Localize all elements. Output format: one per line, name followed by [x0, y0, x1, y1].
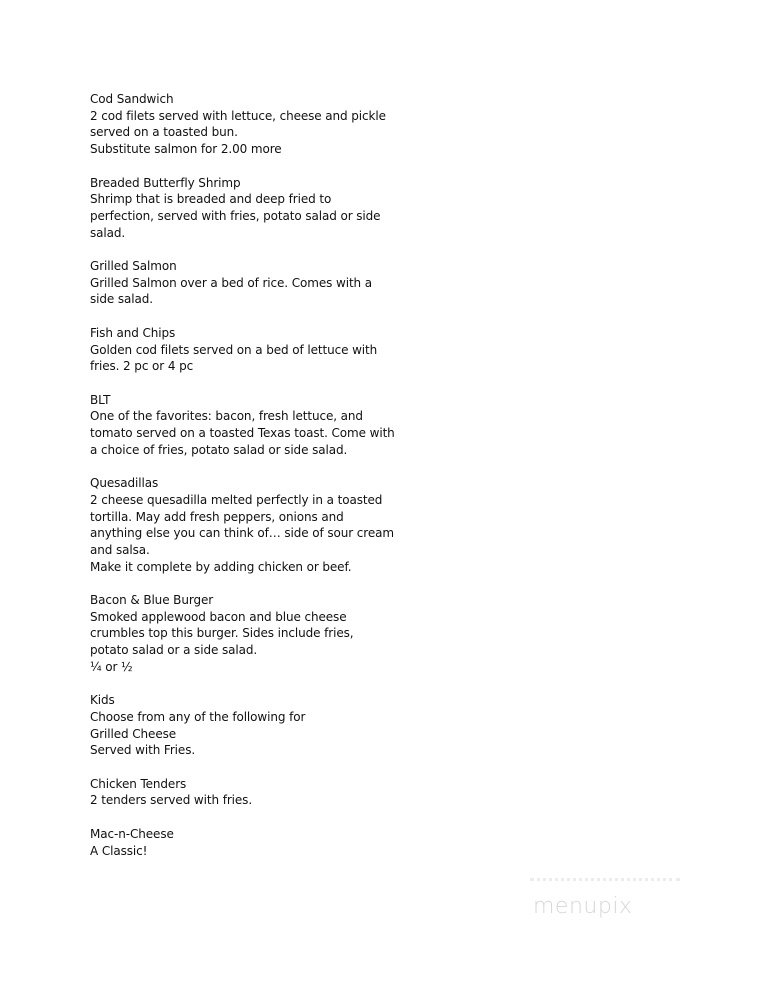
menu-item-name: Kids: [90, 693, 115, 708]
watermark-tagline: [530, 878, 680, 887]
menu-item-description: One of the favorites: bacon, fresh lettuce, and: [90, 409, 363, 424]
menu-item-name: Bacon & Blue Burger: [90, 593, 214, 607]
menu-item: [90, 592, 390, 676]
menu-item-description: Smoked applewood bacon and blue cheese: [90, 609, 347, 624]
menu-item-description: 2 tenders served with fries.: [90, 793, 253, 808]
menu-item: [90, 91, 390, 158]
menu-item-name: Grilled Salmon: [90, 259, 177, 273]
menu-item-description: a choice of fries, potato salad or side salad.: [90, 442, 348, 457]
menu-item-description: side salad.: [90, 292, 154, 307]
menu-item-description: salad.: [90, 225, 126, 240]
menu-item-description: served on a toasted bun.: [90, 125, 238, 140]
menu-item: [90, 475, 394, 575]
menu-item-name: Mac-n-Cheese: [90, 826, 174, 841]
menu-item: [90, 826, 390, 859]
menu-item-name: Chicken Tenders: [90, 776, 187, 791]
menu-item-name: Cod Sandwich: [90, 92, 174, 106]
menu-item: [90, 692, 390, 759]
menu-item-description: Shrimp that is breaded and deep fried to: [90, 192, 332, 207]
menu-item-description: anything else you can think of… side of sour cream: [90, 526, 394, 541]
menu-item-description: 2 cod filets served with lettuce, cheese and pickle: [90, 108, 386, 123]
menu-item-name: Breaded Butterfly Shrimp: [90, 175, 241, 190]
menu-item-description: crumbles top this burger. Sides include fries,: [90, 626, 354, 641]
menu-item: [90, 392, 395, 459]
menu-item-name: Fish and Chips: [90, 325, 176, 340]
menu-item-description: Grilled Salmon over a bed of rice. Comes with a: [90, 275, 373, 290]
menu-item-description: tortilla. May add fresh peppers, onions and: [90, 509, 344, 524]
menu-item-description: 2 cheese quesadilla melted perfectly in a toasted: [90, 492, 383, 507]
menu-item-description: fries. 2 pc or 4 pc: [90, 359, 194, 374]
menu-item: [90, 776, 390, 809]
menu-item-description: perfection, served with fries, potato salad or side: [90, 208, 381, 223]
menu-item-description: A Classic!: [90, 843, 148, 858]
menu-item: [90, 258, 390, 308]
menu-item-name: Quesadillas: [90, 476, 159, 491]
menu-item-description: Make it complete by adding chicken or beef.: [90, 559, 352, 574]
menu-item-description: Grilled Cheese: [90, 726, 177, 741]
menu-item-name: BLT: [90, 392, 111, 407]
menu-item: [90, 175, 390, 242]
menu-item-description: Golden cod filets served on a bed of lettuce with: [90, 342, 378, 357]
menu-item-description: ¼ or ½: [90, 659, 133, 674]
menu-item-description: tomato served on a toasted Texas toast. Come with: [90, 426, 395, 440]
menu-item-description: Served with Fries.: [90, 743, 196, 758]
menu-item-description: and salsa.: [90, 542, 150, 557]
menu-item-description: Choose from any of the following for: [90, 709, 306, 724]
menu-document: [90, 91, 395, 876]
menupix-watermark: menupix: [533, 894, 633, 919]
menu-item: [90, 325, 390, 375]
menu-item-description: Substitute salmon for 2.00 more: [90, 142, 282, 157]
menu-item-description: potato salad or a side salad.: [90, 643, 258, 658]
